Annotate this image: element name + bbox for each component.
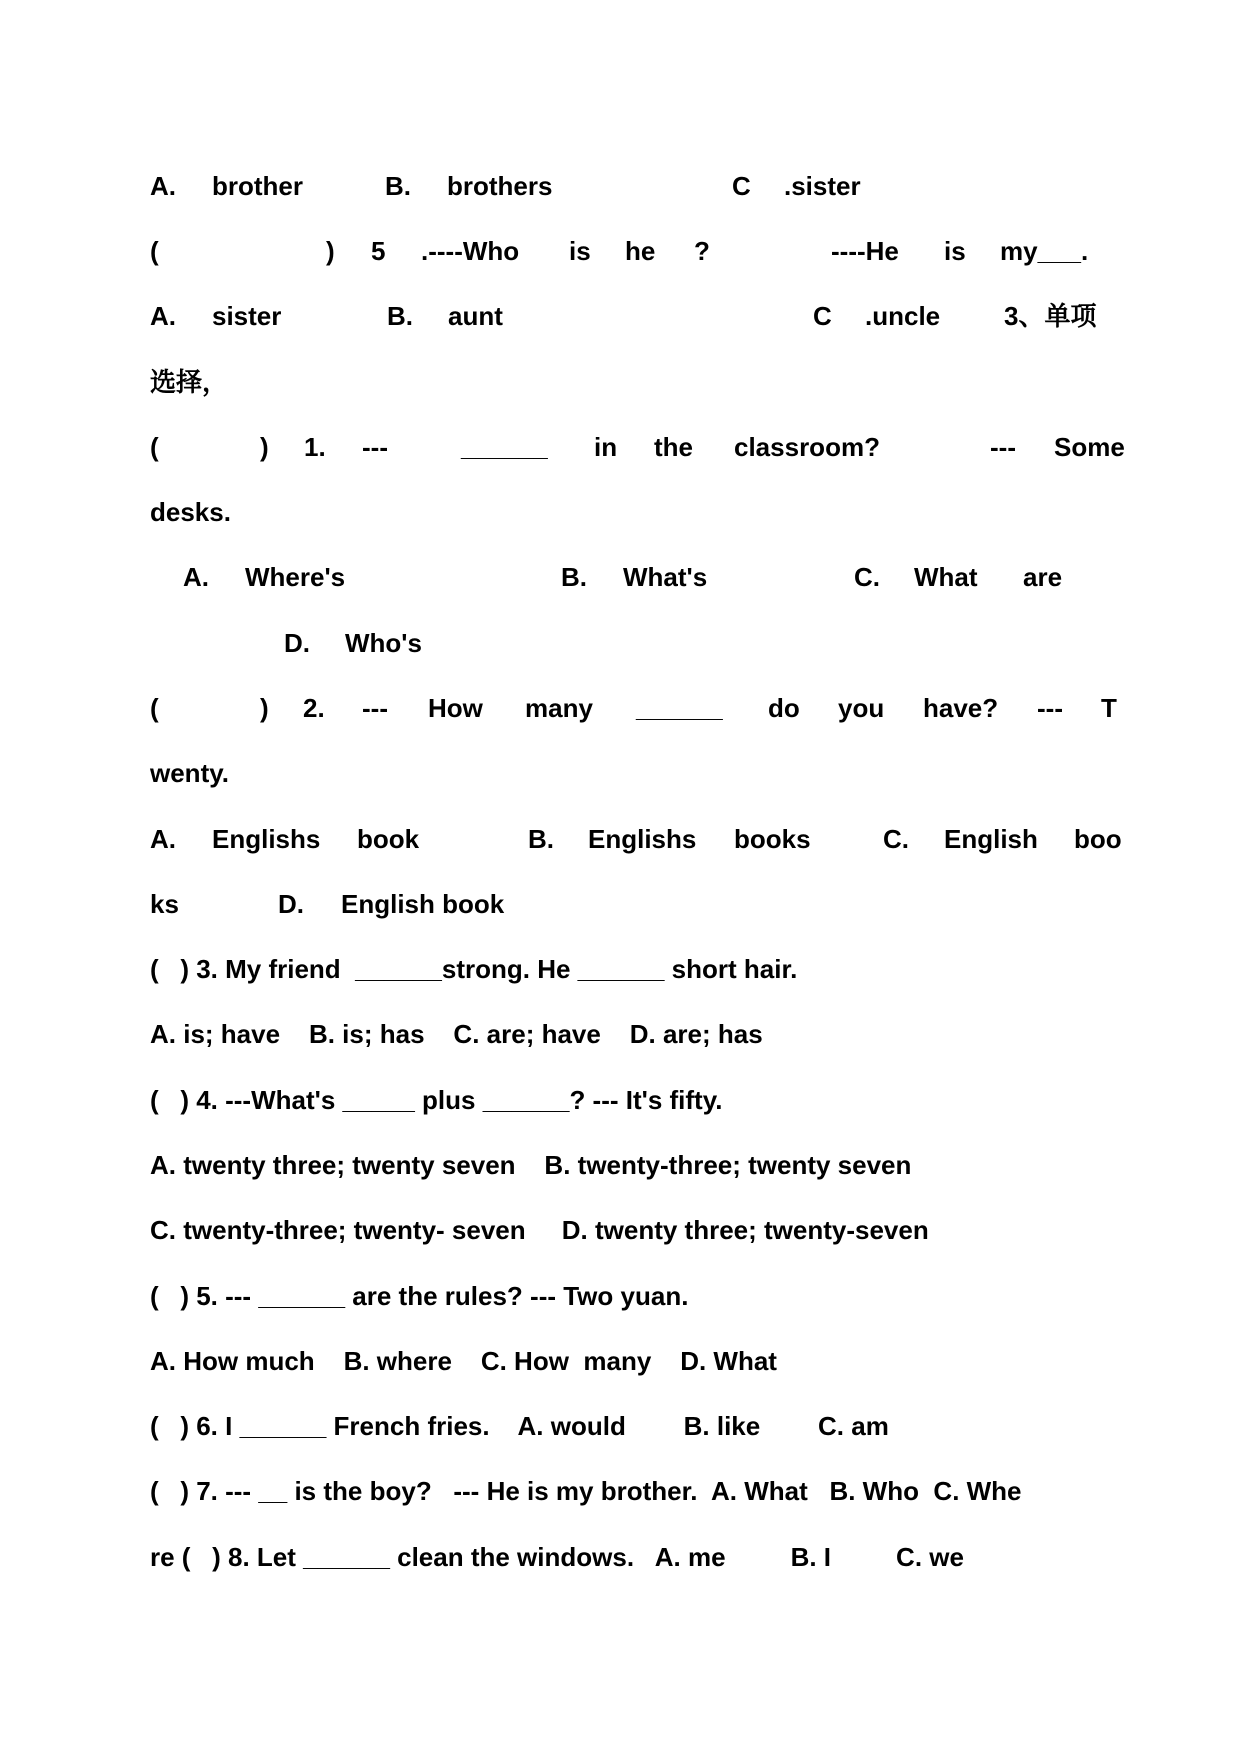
word: wenty. (150, 758, 229, 788)
word: the (654, 432, 693, 462)
question-line (0, 690, 1241, 726)
options-line (0, 1016, 1241, 1052)
question-line (0, 1082, 1241, 1118)
option-label: B. (528, 824, 554, 854)
word: many (525, 693, 593, 723)
word: Some (1054, 432, 1125, 462)
question-line (0, 233, 1241, 269)
options-line (0, 1212, 1241, 1248)
option-text: ks (150, 889, 179, 919)
word: he (625, 236, 656, 266)
word: How (428, 693, 483, 723)
section-heading: 选择， (150, 367, 229, 397)
bracket-open: ( (150, 432, 159, 462)
option-text: Englishs (588, 824, 697, 854)
option-label: B. (387, 301, 413, 331)
section-heading: 3、单项 (1004, 301, 1097, 331)
bracket-close: ) (260, 432, 269, 462)
option-label: B. (385, 171, 411, 201)
word: do (768, 693, 800, 723)
word: in (594, 432, 618, 462)
options-text: A. twenty three; twenty seven B. twenty-three; twenty seven (150, 1150, 912, 1180)
options-text: A. is; have B. is; has C. are; have D. are; has (150, 1019, 763, 1049)
options-text: A. How much B. where C. How many D. What (150, 1346, 777, 1376)
question-text: ( ) 5. --- ______ are the rules? --- Two yuan. (150, 1281, 689, 1311)
option-text: .sister (784, 171, 861, 201)
options-line (0, 1343, 1241, 1379)
question-text: ( ) 6. I ______ French fries. A. would B. like C. am (150, 1411, 889, 1441)
option-text: are (1023, 562, 1063, 592)
option-label: C. (883, 824, 909, 854)
question-line (0, 1473, 1241, 1509)
option-label: C. (854, 562, 880, 592)
word: have? (923, 693, 999, 723)
options-line (0, 298, 1241, 334)
question-text: re ( ) 8. Let ______ clean the windows. A. me B. I C. we (150, 1542, 964, 1572)
word: .----Who (421, 236, 520, 266)
question-line (0, 1408, 1241, 1444)
blank: ______ (461, 432, 548, 462)
option-label: A. (150, 171, 176, 201)
bracket-close: ) (260, 693, 269, 723)
option-text: brother (212, 171, 303, 201)
option-label: B. (561, 562, 587, 592)
question-line (0, 429, 1241, 465)
option-text: Who's (345, 628, 422, 658)
options-text: C. twenty-three; twenty- seven D. twenty three; twenty-seven (150, 1215, 929, 1245)
options-line (0, 168, 1241, 204)
section-heading-line (0, 364, 1241, 400)
options-line (0, 625, 1241, 661)
question-text: ( ) 3. My friend ______strong. He ______ short hair. (150, 954, 798, 984)
word: desks. (150, 497, 231, 527)
question-line (0, 951, 1241, 987)
option-text: sister (212, 301, 282, 331)
question-number: 5 (371, 236, 386, 266)
options-line (0, 886, 1241, 922)
word: classroom? (734, 432, 880, 462)
word: --- (990, 432, 1016, 462)
word: ? (694, 236, 710, 266)
options-line (0, 559, 1241, 595)
question-line (0, 755, 1241, 791)
word: --- (1037, 693, 1063, 723)
option-text: aunt (448, 301, 503, 331)
option-label: D. (284, 628, 310, 658)
word: is (944, 236, 966, 266)
options-line (0, 821, 1241, 857)
option-text: book (357, 824, 420, 854)
question-text: ( ) 4. ---What's _____ plus ______? --- It's fifty. (150, 1085, 723, 1115)
word: T (1101, 693, 1117, 723)
option-text: boo (1074, 824, 1122, 854)
option-label: C (732, 171, 751, 201)
bracket-close: ) (326, 236, 335, 266)
options-line (0, 1147, 1241, 1183)
blank: ______ (636, 693, 723, 723)
option-text: What's (623, 562, 708, 592)
option-text: brothers (447, 171, 553, 201)
option-text: Where's (245, 562, 346, 592)
option-label: A. (150, 301, 176, 331)
word: ----He (831, 236, 899, 266)
question-line (0, 1278, 1241, 1314)
option-label: C (813, 301, 832, 331)
option-text: English (944, 824, 1038, 854)
question-number: 1. (304, 432, 326, 462)
option-text: books (734, 824, 811, 854)
option-text: What (914, 562, 978, 592)
option-text: English book (341, 889, 505, 919)
question-line (0, 494, 1241, 530)
word: you (838, 693, 885, 723)
word: --- (362, 693, 388, 723)
word: my___. (1000, 236, 1089, 266)
bracket-open: ( (150, 693, 159, 723)
word: is (569, 236, 591, 266)
option-label: A. (150, 824, 176, 854)
option-label: D. (278, 889, 304, 919)
bracket-open: ( (150, 236, 159, 266)
question-number: 2. (303, 693, 325, 723)
option-text: Englishs (212, 824, 321, 854)
word: --- (362, 432, 388, 462)
question-text: ( ) 7. --- __ is the boy? --- He is my brother. A. What B. Who C. Whe (150, 1476, 1022, 1506)
option-text: .uncle (865, 301, 941, 331)
option-label: A. (183, 562, 209, 592)
question-line (0, 1539, 1241, 1575)
